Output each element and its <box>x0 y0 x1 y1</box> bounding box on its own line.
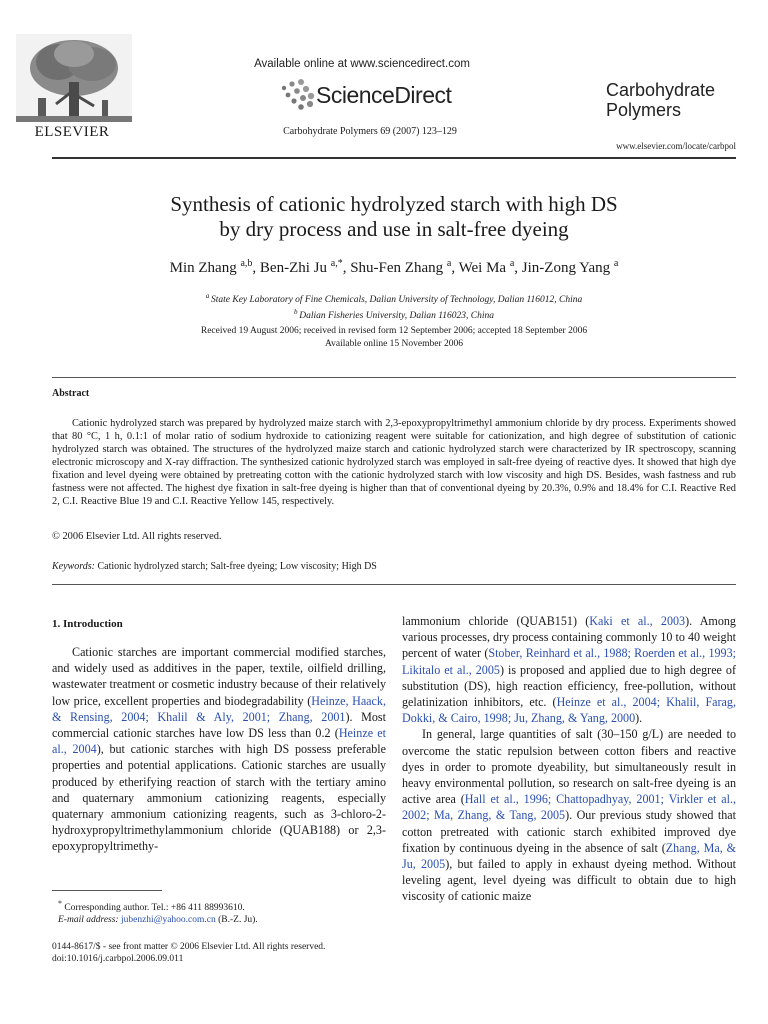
left-column <box>52 644 386 855</box>
paragraph-text: ), but failed to apply in exhaust dyeing method. Without leveling agent, level dyeing was difficult to obtain due to high viscosity of cationic maize <box>402 857 736 904</box>
author-list: Min Zhang $^{a,b}$, Ben-Zhi Ju $^{a,*}$, Shu-Fen Zhang $^a$, Wei Ma $^a$, Jin-Zong Yang $^a$ <box>169 258 619 276</box>
paragraph <box>402 613 736 726</box>
author-affiliation-mark: a <box>446 258 452 269</box>
paragraph-text: ). Most commercial cationic starches have low DS less than 0.2 ( <box>52 709 386 741</box>
email-link[interactable]: jubenzhi@yahoo.com.cn <box>120 915 216 926</box>
sciencedirect-wordmark: ScienceDirect <box>316 82 452 108</box>
keywords-label: Keywords: <box>52 561 95 572</box>
author-affiliation-mark: a,* <box>330 258 343 269</box>
author-affiliation-mark: a <box>613 258 619 269</box>
article-dates <box>52 325 736 351</box>
citation-link[interactable]: Heinze et al., 2004; Khalil, Farag, Dokki, & Cairo, 1998; Ju, Zhang, & Yang, 2000 <box>402 695 736 726</box>
author-affiliation-mark: a,b <box>240 258 253 269</box>
article-title-line2: by dry process and use in salt-free dyeing <box>219 217 569 241</box>
section-heading: 1. Introduction <box>52 618 123 630</box>
citation-link[interactable]: Heinze et al., 2004 <box>52 726 387 757</box>
journal-title-line1: Carbohydrate <box>606 80 716 100</box>
citation-link[interactable]: Hall et al., 1996; Chattopadhyay, 2001; Virkler et al., 2002; Ma, Zhang, & Tang, 2005 <box>402 792 737 823</box>
paragraph-text: ) is proposed and applied due to high degree of substitution (DS), high reaction efficiency, free-pollution, without gelatinization inhibitors, etc. ( <box>402 662 736 710</box>
affiliation-b <box>52 306 736 322</box>
paragraph <box>402 726 736 904</box>
author-name: Wei Ma <box>458 260 510 276</box>
paragraph-text: lammonium chloride (QUAB151) ( <box>402 614 590 628</box>
paragraph-text: In general, large quantities of salt (30–150 g/L) are needed to overcome the static repulsion between cotton fibers and reactive dyes in order to promote dyeability, but simultaneously result in heavy environmental pollution, so research on salt-free dyeing is an active area ( <box>402 727 736 807</box>
paragraph-text: ), but cationic starches with high DS possess preferable properties and potential applications. Cationic starches are usually produced by etherifying reaction of starch with the tertiary amino and quaternary ammonium cationizing reagents, especially quaternary ammonium cationizing reagents, such as 3-chloro-2-hydroxypropyltrimethylammonium chloride (QUAB188) or 2,3-epoxypropyltrimethy- <box>52 742 386 854</box>
email-note <box>52 914 386 926</box>
publisher-name: ELSEVIER <box>34 124 110 140</box>
right-column <box>402 613 736 905</box>
affiliation-list <box>52 290 736 322</box>
citation-link[interactable]: Heinze, Haack, & Rensing, 2004; Khalil & Aly, 2001; Zhang, 2001 <box>52 693 386 724</box>
paragraph-text: ). Our previous study showed that cotton pretreated with cationic starch exhibited improved dye fixation by continuous dyeing in the absence of salt ( <box>402 808 736 855</box>
author-name: Shu-Fen Zhang <box>350 260 447 276</box>
affiliation-mark: a <box>205 292 211 300</box>
doi-line[interactable]: doi:10.1016/j.carbpol.2006.09.011 <box>52 954 184 964</box>
citation-link[interactable]: Zhang, Ma, & Ju, 2005 <box>402 840 736 872</box>
affiliation-text: State Key Laboratory of Fine Chemicals, Dalian University of Technology, Dalian 116012, China <box>210 295 583 306</box>
journal-reference: Carbohydrate Polymers 69 (2007) 123–129 <box>283 126 457 137</box>
abstract-copyright: © 2006 Elsevier Ltd. All rights reserved. <box>52 531 222 542</box>
author-name: Ben-Zhi Ju <box>259 260 331 276</box>
author-name: Jin-Zong Yang <box>521 260 614 276</box>
citation-link[interactable]: Stober, Reinhard et al., 1988; Roerden et al., 1993; Likitalo et al., 2005 <box>402 646 736 677</box>
citation-link[interactable]: Kaki et al., 2003 <box>589 614 686 628</box>
doi-block <box>52 941 325 965</box>
paragraph-text: ). Among various processes, dry process containing commonly 10 to 40 weight percent of water ( <box>402 614 736 661</box>
author-affiliation-mark: a <box>509 258 515 269</box>
keywords-list: Cationic hydrolyzed starch; Salt-free dyeing; Low viscosity; High DS <box>97 561 377 572</box>
corresponding-author-text: Corresponding author. Tel.: +86 411 88993610. <box>64 903 245 914</box>
abstract-body: Cationic hydrolyzed starch was prepared by hydrolyzed maize starch with 2,3-epoxypropyltrimethyl ammonium chloride by dry process. Experiments showed that 80 °C, 1 h, 0.1:1 of molar ratio of sodium hydroxide to cationizing reagent were suitable for cationization, and high degree of substitution of cationic hydrolyzed starch was obtained. The structures of the hydrolyzed maize starch and cationic hydrolyzed starch were characterized by IR spectroscopy, scanning electronic microscopy and X-ray diffraction. The synthesized cationic hydrolyzed starch was employed in salt-free dyeing of reactive dyes. It showed that high dye fixation and level dyeing were obtained by pretreating cotton with the cationic hydrolyzed starch with low viscosity and high DS. Besides, wash fastness and rub fastness were not affected. The highest dye fixation in salt-free dyeing is higher than that of conventional dyeing by 20.3%, 0.9% and 18.4% for C.I. Reactive Red 2, C.I. Reactive Blue 19 and C.I. Reactive Yellow 145, respectively. <box>52 418 736 507</box>
journal-url[interactable]: www.elsevier.com/locate/carbpol <box>616 141 736 151</box>
available-online-text[interactable]: Available online at www.sciencedirect.com <box>254 58 470 70</box>
paragraph-text: Cationic starches are important commercial modified starches, and widely used as additives in the paper, textile, oilfield drilling, wastewater treatment or cosmetic industry because of their relatively low price, excellent properties and biodegradability ( <box>52 645 386 708</box>
email-label: E-mail address: <box>58 915 119 926</box>
received-dates: Received 19 August 2006; received in revised form 12 September 2006; accepted 18 September 2006 <box>200 326 588 336</box>
article-title <box>52 192 736 242</box>
journal-title-line2: Polymers <box>606 100 682 120</box>
affiliation-a <box>52 290 736 306</box>
footnote-rule <box>52 890 162 891</box>
keywords <box>52 561 736 572</box>
available-date: Available online 15 November 2006 <box>324 339 464 349</box>
affiliation-mark: b <box>293 308 300 317</box>
abstract-heading: Abstract <box>52 388 90 399</box>
email-suffix: (B.-Z. Ju). <box>218 915 258 926</box>
journal-title <box>606 80 736 120</box>
footnote-mark: * <box>58 899 62 908</box>
affiliation-text: Dalian Fisheries University, Dalian 116023, China <box>299 311 495 322</box>
paragraph-text: ). <box>635 711 643 726</box>
paragraph <box>52 644 386 855</box>
footnote <box>52 898 386 926</box>
header-rule <box>52 157 736 159</box>
corresponding-author-note <box>52 898 386 914</box>
article-title-line1: Synthesis of cationic hydrolyzed starch with high DS <box>170 192 618 216</box>
abstract-rule <box>52 377 736 378</box>
author-name: Min Zhang <box>169 260 241 276</box>
keywords-rule <box>52 584 736 585</box>
issn-line: 0144-8617/$ - see front matter © 2006 Elsevier Ltd. All rights reserved. <box>52 942 326 952</box>
